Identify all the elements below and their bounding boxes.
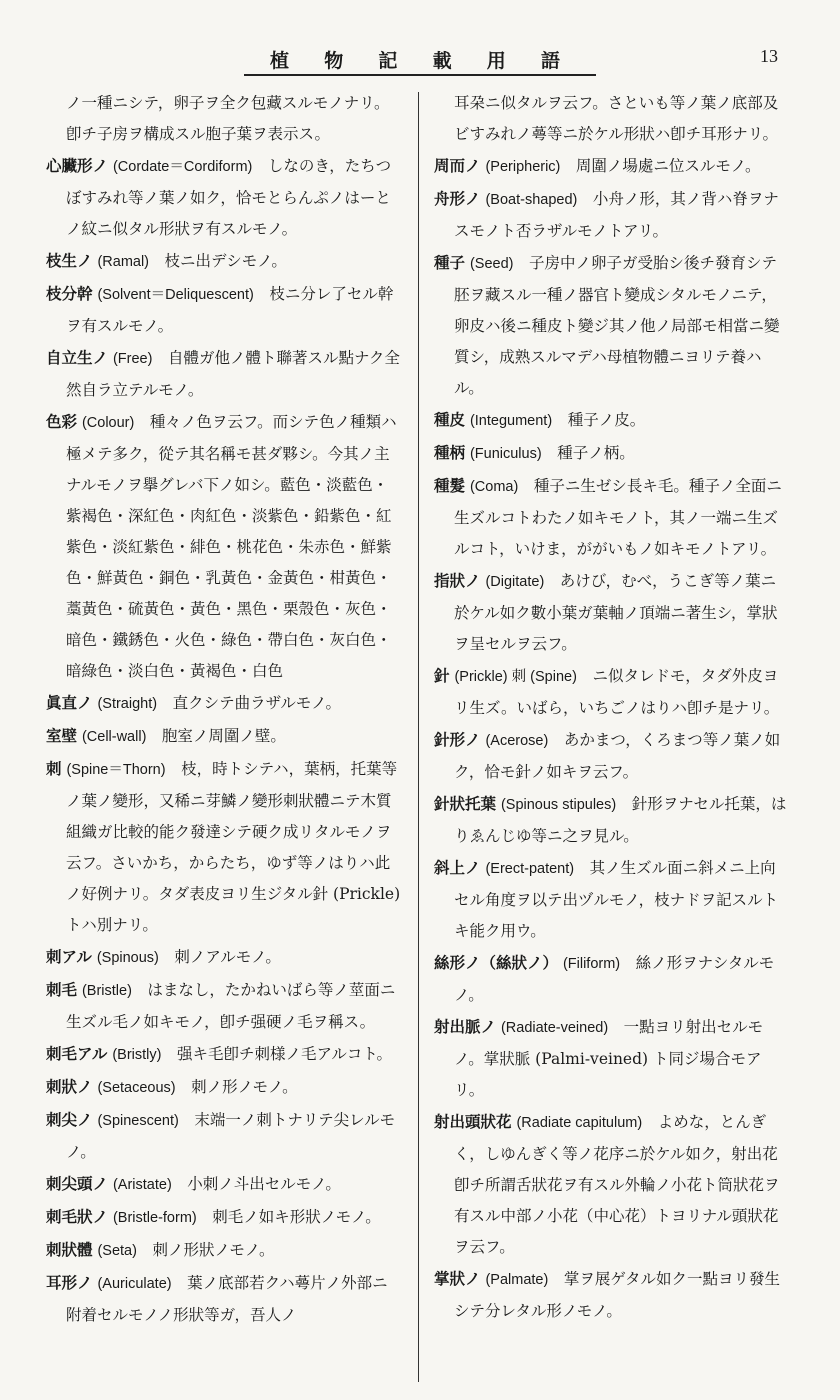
dictionary-entry: [46, 406, 402, 687]
entry-term: 刺狀ノ: [46, 1077, 93, 1096]
running-title: [270, 46, 560, 73]
entry-term: 種柄: [434, 443, 466, 462]
entry-term: 針狀托葉: [434, 794, 497, 813]
dictionary-entry: [46, 1267, 402, 1331]
left-column: [46, 88, 402, 1370]
entry-english-term: (Bristly): [112, 1047, 162, 1063]
dictionary-entry: [434, 88, 790, 150]
entry-term: 指狀ノ: [434, 571, 481, 590]
entry-term: 自立生ノ: [46, 348, 109, 367]
entry-english-term: (Boat-shaped): [485, 192, 578, 208]
entry-term: 刺毛狀ノ: [46, 1207, 109, 1226]
dictionary-entry: [46, 1071, 402, 1104]
entry-english-term: (Cordate＝Cordiform): [112, 159, 253, 175]
entry-definition: 周圍ノ場處ニ位スルモノ。: [575, 157, 761, 175]
entry-english-term: (Colour): [81, 415, 135, 431]
entry-term: 種皮: [434, 410, 466, 429]
entry-definition: 刺ノ形狀ノモノ。: [152, 1241, 275, 1259]
dictionary-entry: [46, 150, 402, 245]
running-title-char: 植: [270, 50, 290, 72]
dictionary-entry: [434, 247, 790, 404]
entry-english-term: (Setaceous): [97, 1080, 176, 1096]
entry-term: 刺: [46, 759, 62, 778]
entry-definition: 種子ノ皮。: [567, 411, 646, 429]
entry-definition: 耳朶ニ似タルヲ云フ。さといも等ノ葉ノ底部及ビすみれノ蕚等ニ於ケル形狀ハ卽チ耳形ナリ。: [454, 94, 779, 143]
entry-english-term: (Bristle): [81, 983, 132, 999]
entry-definition: 針形ヲナセル托葉，はりゑんじゆ等ニ之ヲ見ル。: [454, 795, 787, 845]
entry-english-term: (Solvent＝Deliquescent): [97, 287, 254, 303]
entry-english-term: (Acerose): [485, 733, 549, 749]
entry-definition: よめな，とんぎく，しゆんぎく等ノ花序ニ於ケル如ク，射出花卽チ所謂舌狀花ヲ有スル外輪ノ小花ト筒狀花ヲ有スル中部ノ小花（中心花）トヨリナル頭狀花ヲ云フ。: [454, 1113, 780, 1256]
entry-definition: 小刺ノ斗出セルモノ。: [187, 1175, 341, 1193]
entry-english-term: (Auriculate): [97, 1276, 172, 1292]
entry-term: 枝生ノ: [46, 251, 93, 270]
entry-english-term: (Free): [112, 351, 153, 367]
dictionary-entry: [46, 941, 402, 974]
entry-english-term: (Funiculus): [469, 446, 542, 462]
entry-definition: 枝，時トシテハ，葉柄，托葉等ノ葉ノ變形，又稀ニ芽鱗ノ變形刺狀體ニテ木質組織ガ比較的能ク發達シテ硬ク成リタルモノヲ云フ。さいかち，からたち，ゆず等ノはりハ此ノ好例ナリ。タダ表皮ヨリ生ジタル針 (Prickle) トハ別ナリ。: [66, 760, 401, 934]
entry-english-term: (Digitate): [485, 574, 545, 590]
entry-english-term: (Cell-wall): [81, 729, 147, 745]
page-header: [0, 0, 840, 80]
page-number: 13: [760, 46, 778, 66]
entry-term: 刺尖頭ノ: [46, 1174, 109, 1193]
entry-english-term: (Radiate capitulum): [516, 1115, 643, 1131]
entry-english-term: (Straight): [97, 696, 158, 712]
dictionary-entry: [434, 437, 790, 470]
dictionary-entry: [434, 1106, 790, 1263]
entry-term: 枝分幹: [46, 284, 93, 303]
entry-english-term: (Spinescent): [97, 1113, 179, 1129]
entry-definition: 刺ノ形ノモノ。: [191, 1078, 298, 1096]
right-column: [434, 88, 790, 1370]
entry-english-term: (Peripheric): [485, 159, 561, 175]
dictionary-entry: [46, 88, 402, 150]
dictionary-entry: [434, 470, 790, 565]
dictionary-entry: [434, 150, 790, 183]
dictionary-entry: [46, 1168, 402, 1201]
entry-definition: あけび，むべ，うこぎ等ノ葉ニ於ケル如ク數小葉ガ葉軸ノ頂端ニ著生シ，掌狀ヲ呈セルヲ云フ。: [454, 572, 778, 653]
entry-term: 刺尖ノ: [46, 1110, 93, 1129]
entry-definition: しなのき，たちつぼすみれ等ノ葉ノ如ク，恰モとらんぷノはーとノ紋ニ似タル形狀ヲ有スルモノ。: [66, 157, 392, 238]
entry-term: 舟形ノ: [434, 189, 481, 208]
entry-english-term: (Bristle-form): [112, 1210, 197, 1226]
running-title-char: 記: [378, 50, 398, 72]
dictionary-entry: [46, 342, 402, 406]
running-title-char: 語: [540, 50, 560, 72]
entry-english-term: (Ramal): [97, 254, 150, 270]
entry-definition: ノ一種ニシテ，卵子ヲ全ク包藏スルモノナリ。卽チ子房ヲ構成スル胞子葉ヲ表示ス。: [66, 94, 390, 143]
entry-definition: 種々ノ色ヲ云フ。而シテ色ノ種類ハ極メテ多ク，從テ其名稱モ甚ダ夥シ。今其ノ主ナルモノヲ擧グレバ下ノ如シ。藍色・淡藍色・紫褐色・深紅色・肉紅色・淡紫色・鉛紫色・紅紫色・淡紅紫色・緋色・桃花色・朱赤色・鮮紫色・鮮黃色・銅色・乳黃色・金黃色・柑黃色・藁黃色・硫黃色・黃色・黑色・栗殼色・灰色・暗色・鐵銹色・火色・綠色・帶白色・灰白色・暗綠色・淡白色・黃褐色・白色: [66, 413, 397, 680]
dictionary-entry: [434, 1263, 790, 1327]
entry-term: 掌狀ノ: [434, 1269, 481, 1288]
entry-definition: 種子ニ生ゼシ長キ毛。種子ノ全面ニ生ズルコトわたノ如キモノト，其ノ一端ニ生ズルコト，いけま，ががいもノ如キモノトアリ。: [454, 477, 782, 558]
dictionary-entry: [434, 724, 790, 788]
entry-definition: はまなし，たかねいばら等ノ莖面ニ生ズル毛ノ如キモノ，卽チ强硬ノ毛ヲ稱ス。: [66, 981, 396, 1031]
dictionary-entry: [46, 1104, 402, 1168]
entry-term: 絲形ノ（絲狀ノ）: [434, 953, 559, 972]
entry-definition: 直クシテ曲ラザルモノ。: [172, 694, 341, 712]
entry-english-term: (Spine＝Thorn): [66, 762, 166, 778]
entry-english-term: (Radiate-veined): [500, 1020, 609, 1036]
entry-term: 種髮: [434, 476, 466, 495]
dictionary-entry: [46, 974, 402, 1038]
entry-definition: 絲ノ形ヲナシタルモノ。: [454, 954, 775, 1004]
dictionary-entry: [434, 183, 790, 247]
entry-definition: 枝ニ分レ了セル幹ヲ有スルモノ。: [66, 285, 394, 335]
entry-definition: 自體ガ他ノ體ト聯著スル點ナク全然自ラ立テルモノ。: [66, 349, 400, 399]
dictionary-entry: [46, 278, 402, 342]
entry-definition: 强キ毛卽チ刺様ノ毛アルコト。: [176, 1045, 392, 1063]
dictionary-entry: [434, 947, 790, 1011]
entry-english-term: (Coma): [469, 479, 519, 495]
entry-term: 刺狀體: [46, 1240, 93, 1259]
entry-english-term: (Filiform): [562, 956, 621, 972]
entry-term: 室壁: [46, 726, 78, 745]
dictionary-entry: [434, 788, 790, 852]
entry-term: 射出脈ノ: [434, 1017, 497, 1036]
entry-term: 色彩: [46, 412, 78, 431]
dictionary-entry: [434, 660, 790, 724]
entry-term: 眞直ノ: [46, 693, 93, 712]
entry-definition: ニ似タレドモ，タダ外皮ヨリ生ズ。いばら，いちごノはりハ卽チ是ナリ。: [454, 667, 780, 717]
entry-english-term: (Integument): [469, 413, 553, 429]
entry-term: 射出頭狀花: [434, 1112, 512, 1131]
dictionary-entry: [434, 404, 790, 437]
entry-definition: 胞室ノ周圍ノ壁。: [161, 727, 286, 745]
dictionary-entry: [434, 565, 790, 660]
entry-english-term: (Prickle) 刺 (Spine): [454, 669, 577, 685]
entry-english-term: (Spinous stipules): [500, 797, 617, 813]
entry-term: 耳形ノ: [46, 1273, 93, 1292]
column-divider: [418, 92, 419, 1382]
entry-term: 刺アル: [46, 947, 92, 966]
entry-english-term: (Aristate): [112, 1177, 172, 1193]
dictionary-entry: [46, 753, 402, 941]
entry-english-term: (Erect-patent): [485, 861, 575, 877]
entry-definition: 子房中ノ卵子ガ受胎シ後チ發育シテ胚ヲ藏スル一種ノ器官ト變成シタルモノニテ，卵皮ハ後ニ種皮ト變ジ其ノ他ノ局部モ相當ニ變質シ，成熟スルマデハ母植物體ニヨリテ養ハル。: [454, 254, 780, 397]
entry-term: 針形ノ: [434, 730, 481, 749]
running-title-char: 載: [432, 50, 452, 72]
entry-term: 刺毛アル: [46, 1044, 108, 1063]
running-title-char: 用: [486, 50, 506, 72]
entry-definition: 枝ニ出デシモノ。: [164, 252, 287, 270]
entry-term: 種子: [434, 253, 466, 272]
entry-definition: 末端一ノ刺トナリテ尖レルモノ。: [66, 1111, 396, 1161]
entry-term: 心臟形ノ: [46, 156, 109, 175]
entry-term: 刺毛: [46, 980, 78, 999]
entry-definition: 其ノ生ズル面ニ斜メニ上向セル角度ヲ以テ出ヅルモノ，枝ナドヲ記スルトキ能ク用ウ。: [454, 859, 779, 940]
dictionary-entry: [46, 687, 402, 720]
dictionary-entry: [46, 1038, 402, 1071]
dictionary-entry: [434, 852, 790, 947]
entry-term: 針: [434, 666, 450, 685]
dictionary-entry: [46, 720, 402, 753]
dictionary-entry: [434, 1011, 790, 1106]
entry-term: 周而ノ: [434, 156, 481, 175]
entry-definition: 掌ヲ展ゲタル如ク一點ヨリ發生シテ分レタル形ノモノ。: [454, 1270, 781, 1320]
dictionary-entry: [46, 1201, 402, 1234]
dictionary-entry: [46, 1234, 402, 1267]
header-rule: [244, 74, 596, 76]
entry-definition: 刺ノアルモノ。: [174, 948, 281, 966]
entry-definition: 刺毛ノ如キ形狀ノモノ。: [212, 1208, 381, 1226]
entry-definition: 小舟ノ形，其ノ背ハ脊ヲナスモノト否ラザルモノトアリ。: [454, 190, 779, 240]
running-title-char: 物: [324, 50, 344, 72]
entry-english-term: (Palmate): [485, 1272, 549, 1288]
entry-definition: あかまつ，くろまつ等ノ葉ノ如ク，恰モ針ノ如キヲ云フ。: [454, 731, 781, 781]
dictionary-entry: [46, 245, 402, 278]
entry-definition: 種子ノ柄。: [557, 444, 635, 462]
entry-english-term: (Seta): [97, 1243, 137, 1259]
entry-definition: 一點ヨリ射出セルモノ。掌狀脈 (Palmi-veined) ト同ジ場合モアリ。: [454, 1018, 764, 1099]
entry-definition: 葉ノ底部若クハ蕚片ノ外部ニ附着セルモノノ形狀等ガ，吾人ノ: [66, 1274, 388, 1324]
entry-term: 斜上ノ: [434, 858, 481, 877]
entry-english-term: (Seed): [469, 256, 514, 272]
entry-english-term: (Spinous): [96, 950, 159, 966]
